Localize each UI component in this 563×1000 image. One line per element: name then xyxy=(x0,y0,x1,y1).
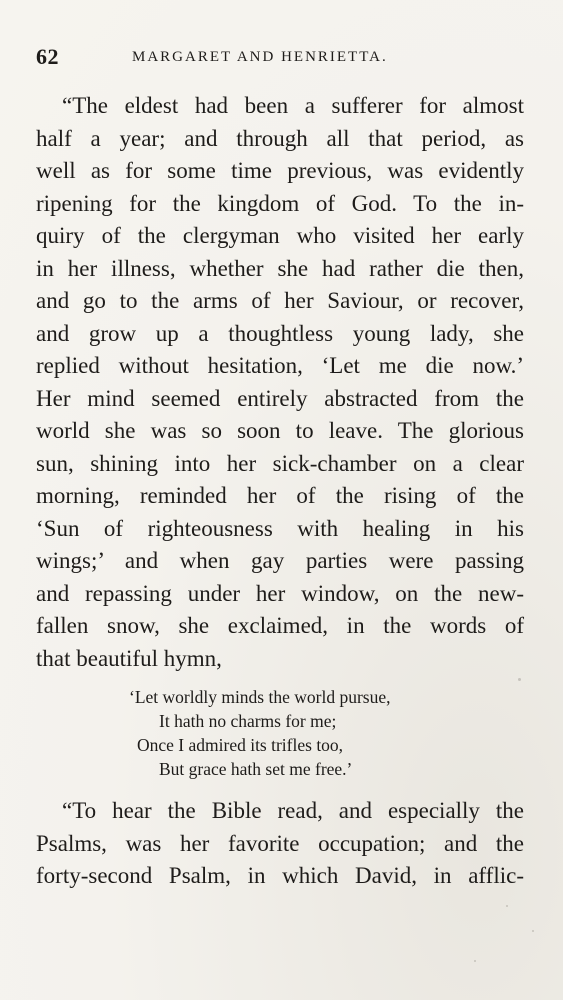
verse-line: ‘Let worldly minds the world pursue, xyxy=(129,687,391,707)
paper-speck xyxy=(518,678,521,681)
hymn-verse xyxy=(36,685,524,781)
text-line: ripening for the kingdom of God. To the in- xyxy=(36,190,524,216)
verse-line: But grace hath set me free.’ xyxy=(159,759,353,779)
text-line: and go to the arms of her Saviour, or recover, xyxy=(36,288,524,313)
verse-line: It hath no charms for me; xyxy=(159,711,337,731)
text-line: Her mind seemed entirely abstracted from the xyxy=(36,385,524,411)
page-header xyxy=(36,44,523,74)
running-head: MARGARET AND HENRIETTA. xyxy=(132,49,388,65)
text-line: half a year; and through all that period, as xyxy=(36,125,524,151)
text-line: that beautiful hymn, xyxy=(36,645,222,671)
paper-speck xyxy=(532,930,534,932)
text-line: and grow up a thoughtless young lady, she xyxy=(36,320,524,346)
text-line: wings;’ and when gay parties were passing xyxy=(36,548,524,573)
paragraph-1 xyxy=(36,90,524,675)
text-line: “The eldest had been a sufferer for almost xyxy=(62,93,524,118)
verse-line: Once I admired its trifles too, xyxy=(137,735,344,755)
text-line: “To hear the Bible read, and especially the xyxy=(62,798,524,823)
text-line: in her illness, whether she had rather die then, xyxy=(36,255,524,281)
text-line: world she was so soon to leave. The glorious xyxy=(36,418,524,443)
text-line: Psalms, was her favorite occupation; and the xyxy=(36,830,524,856)
text-line: forty-second Psalm, in which David, in afflic- xyxy=(36,863,524,888)
text-line: replied without hesitation, ‘Let me die now.’ xyxy=(36,353,524,378)
page-number: 62 xyxy=(36,44,59,69)
paper-speck xyxy=(474,960,476,962)
paragraph-2 xyxy=(36,795,524,893)
text-line: well as for some time previous, was evidently xyxy=(36,158,524,183)
page-body xyxy=(36,90,524,893)
text-line: ‘Sun of righteousness with healing in his xyxy=(36,515,524,541)
text-line: fallen snow, she exclaimed, in the words of xyxy=(36,613,524,638)
text-line: quiry of the clergyman who visited her early xyxy=(36,223,524,248)
paper-speck xyxy=(506,905,508,907)
text-line: and repassing under her window, on the new- xyxy=(36,580,524,606)
text-line: morning, reminded her of the rising of the xyxy=(36,483,524,508)
text-line: sun, shining into her sick-chamber on a clear xyxy=(36,450,524,476)
